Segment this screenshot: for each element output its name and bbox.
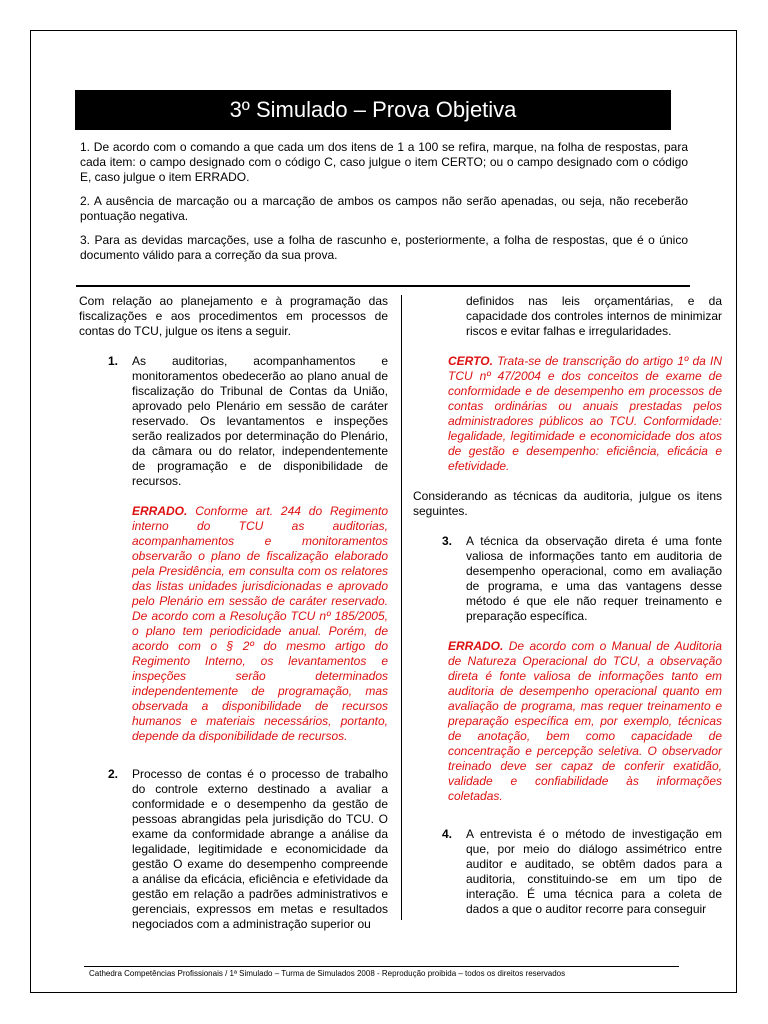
page-title: 3º Simulado – Prova Objetiva	[75, 90, 671, 130]
section-divider	[76, 285, 690, 287]
question-3-answer	[413, 639, 722, 804]
instruction-1: 1. De acordo com o comando a que cada um dos itens de 1 a 100 se refira, marque, na folha de respostas, para cada item: o campo designado com o código C, caso julgue o item CERTO; ou o campo designado com o código E, caso julgue o item ERRADO.	[80, 140, 688, 184]
question-text: As auditorias, acompanhamentos e monitoramentos obedecerão ao plano anual de fiscalização do Tribunal de Contas da União, aprovado pelo Plenário em sessão de caráter reservado. Os levantamentos e inspeções serão realizados por determinação do Plenário, da câmara ou do relator, independentemente de programação e de disponibilidade de recursos.	[132, 354, 388, 488]
question-number: 2.	[108, 767, 119, 781]
question-number: 3.	[442, 534, 453, 548]
answer-text: Trata-se de transcrição do artigo 1º da IN TCU nº 47/2004 e dos conceitos de exame de conformidade e de desempenho em processos de contas ordinárias ou anuais prestadas pelos administradores públicos ao TCU. Conformidade: legalidade, legitimidade e economicidade dos atos de gestão e desempenho: eficiência, eficácia e efetividade.	[448, 354, 722, 473]
question-text: definidos nas leis orçamentárias, e da capacidade dos controles internos de minimizar riscos e evitar falhas e irregularidades.	[466, 294, 722, 338]
left-column	[79, 294, 388, 932]
answer-verdict: CERTO.	[448, 354, 493, 368]
question-2-continued	[413, 294, 722, 339]
question-number: 1.	[108, 354, 119, 368]
footer-divider	[84, 966, 679, 967]
instruction-2: 2. A ausência de marcação ou a marcação de ambos os campos não serão apenadas, ou seja, não receberão pontuação negativa.	[80, 194, 688, 223]
question-3	[413, 534, 722, 624]
question-2	[79, 767, 388, 932]
instructions	[80, 140, 688, 272]
question-text: A entrevista é o método de investigação em que, por meio do diálogo assimétrico entre auditor e auditado, se obtêm dados para a auditoria, constituindo-se em um tipo de interação. É uma técnica para a coleta de dados a que o auditor recorre para conseguir	[466, 827, 722, 916]
right-column	[413, 294, 722, 917]
question-text: Processo de contas é o processo de trabalho do controle externo destinado a avaliar a conformidade e o desempenho da gestão de pessoas abrangidas pela jurisdição do TCU. O exame da conformidade abrange a análise da legalidade, legitimidade e economicidade da gestão O exame do desempenho compreende a análise da eficácia, eficiência e efetividade da gestão em relação a padrões administrativos e gerenciais, expressos em metas e resultados negociados com a administração superior ou	[132, 767, 388, 931]
answer-verdict: ERRADO.	[132, 504, 188, 518]
answer-comment	[132, 504, 388, 744]
answer-comment	[448, 639, 722, 804]
column-divider	[401, 295, 402, 920]
section-intro: Considerando as técnicas da auditoria, julgue os itens seguintes.	[413, 489, 722, 518]
answer-text: Conforme art. 244 do Regimento interno do TCU as auditorias, acompanhamentos e monitoramentos observarão o plano de fiscalização elaborado pela Presidência, em consulta com os relatores das listas unidades jurisdicionadas e aprovado pelo Plenário em sessão de caráter reservado. De acordo com a Resolução TCU nº 185/2005, o plano tem periodicidade anual. Porém, de acordo com o § 2º do mesmo artigo do Regimento Interno, os levantamentos e inspeções serão determinados independentemente de programação, mas observada a disponibilidade de recursos humanos e materiais necessários, portanto, depende da disponibilidade de recursos.	[132, 504, 388, 743]
answer-comment	[448, 354, 722, 474]
question-text: A técnica da observação direta é uma fonte valiosa de informações tanto em auditoria de desempenho operacional, como em avaliação de programa, e uma das vantagens desse método é que ele não requer treinamento e preparação específica.	[466, 534, 722, 623]
answer-verdict: ERRADO.	[448, 639, 504, 653]
section-intro: Com relação ao planejamento e à programação das fiscalizações e aos procedimentos em processos de contas do TCU, julgue os itens a seguir.	[79, 294, 388, 338]
question-number: 4.	[442, 827, 453, 841]
question-4	[413, 827, 722, 917]
page-footer: Cathedra Competências Profissionais / 1ª Simulado – Turma de Simulados 2008 - Reprodução proibida – todos os direitos reservados	[89, 969, 566, 978]
instruction-3: 3. Para as devidas marcações, use a folha de rascunho e, posteriormente, a folha de respostas, que é o único documento válido para a correção da sua prova.	[80, 233, 688, 262]
question-1	[79, 354, 388, 744]
question-2-answer	[413, 354, 722, 474]
answer-text: De acordo com o Manual de Auditoria de Natureza Operacional do TCU, a observação direta é fonte valiosa de informações tanto em auditoria de desempenho operacional quanto em avaliação de programa, mas requer treinamento e preparação específica em, por exemplo, técnicas de anotação, bem como capacidade de concentração e percepção seletiva. O observador treinado deve ser capaz de conferir exatidão, validade e confiabilidade às informações coletadas.	[448, 639, 723, 803]
